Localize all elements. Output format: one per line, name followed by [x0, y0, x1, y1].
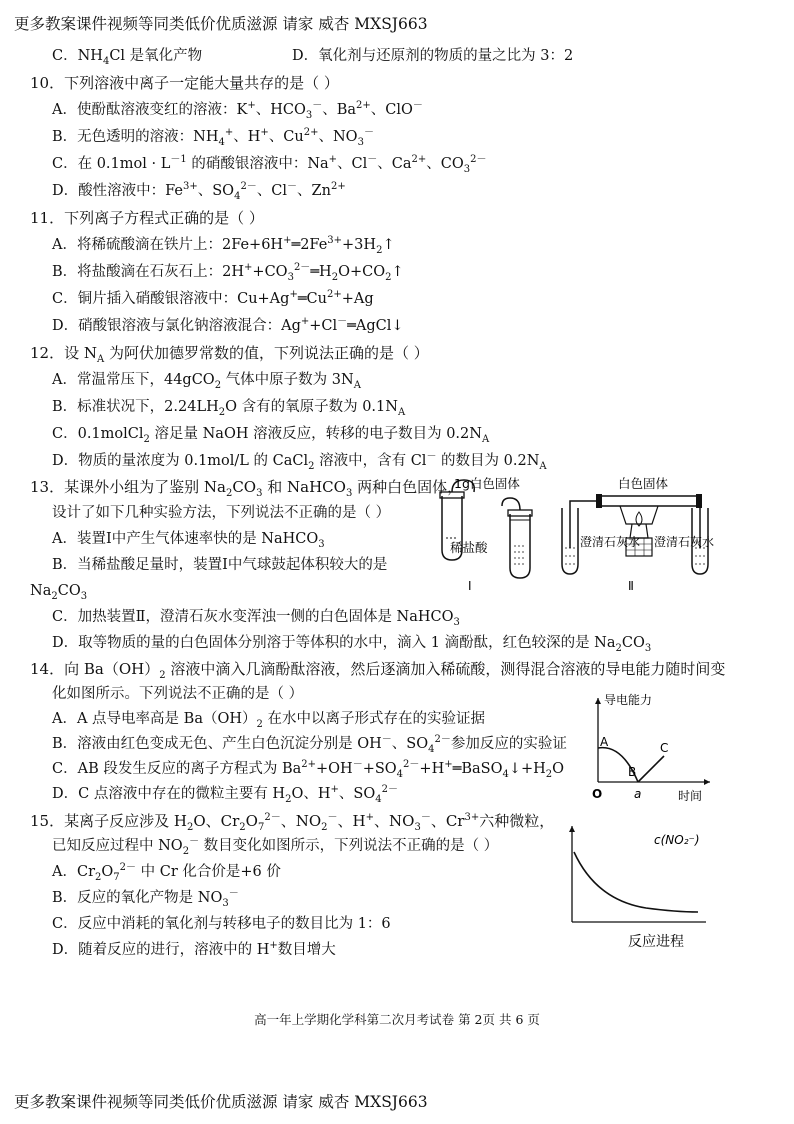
q11-option-d: D．硝酸银溶液与氯化钠溶液混合：Ag++Cl－═AgCl↓: [52, 316, 404, 334]
y-axis-label: c(NO₂⁻): [654, 833, 700, 847]
q15-option-a: A．$Cr_2O_7^{2-}$ 中 Cr 化合价是+6 价: [52, 862, 281, 883]
q13-option-d: D．取等物质的量的白色固体分别溶于等体积的水中，滴入 1 滴酚酞，红色较深的是 $Na_2CO_3$: [52, 635, 652, 654]
q10-option-d: D．酸性溶液中：$Fe^{3+}$、$SO_4^{2-}$、Cl－、$Zn^{2+}$: [52, 181, 346, 202]
q13-apparatus-figure: [430, 468, 720, 596]
label-dilute-hcl: 稀盐酸: [450, 540, 488, 555]
label-apparatus-I: Ⅰ: [468, 579, 472, 593]
q14-option-b: B．溶液由红色变成无色、产生白色沉淀分别是 OH－、$SO_4^{2-}$参加反应的实验证: [52, 734, 567, 755]
q14-option-c: C．AB 段发生反应的离子方程式为 $Ba^{2+}+OH^-+SO_4^{2-}+H^+═BaSO_4↓+H_2O$: [52, 759, 565, 780]
q13-stem: 13．某课外小组为了鉴别 $Na_2CO_3$ 和 NaHCO$_3$ 两种白色固体，: [30, 478, 463, 499]
q10-stem: 10．下列溶液中离子一定能大量共存的是（ ）: [30, 74, 339, 92]
q14-stem-cont: 化如图所示。下列说法不正确的是（ ）: [52, 686, 304, 702]
label-1g-solid: 1g白色固体: [454, 476, 520, 491]
label-apparatus-II: Ⅱ: [628, 579, 634, 593]
x-axis-label: 反应进程: [628, 934, 684, 950]
page-header: 更多教案课件视频等同类低价优质滋源 请家 威杏 MXSJ663: [14, 15, 428, 33]
q10-option-b: B．无色透明的溶液：$NH_4^+$、H+、$Cu^{2+}$、$NO_3^-$: [52, 127, 374, 148]
point-B-label: B: [628, 765, 637, 779]
apparatus-I: [440, 476, 532, 593]
q11-option-c: C．铜片插入硝酸银溶液中：$Cu+Ag^+═Cu^{2+}+Ag$: [52, 289, 374, 307]
origin-label: O: [592, 787, 603, 801]
y-axis-label: 导电能力: [604, 693, 653, 707]
q15-option-c: C．反应中消耗的氧化剂与转移电子的数目比为 1：6: [52, 916, 391, 932]
q12-option-a: A．常温常压下，44gCO$_2$ 气体中原子数为 $3N_A$: [52, 372, 361, 391]
q13-option-a: A．装置Ⅰ中产生气体速率快的是 NaHCO$_3$: [52, 531, 325, 550]
q14-conductivity-graph: [588, 690, 718, 806]
x-axis-label: 时间: [678, 789, 703, 803]
q13-option-b: B．当稀盐酸足量时，装置Ⅰ中气球鼓起体积较大的是: [52, 557, 388, 573]
q15-option-b: B．反应的氧化产物是 $NO_3^-$: [52, 888, 239, 909]
label-lime-water-left: 澄清石灰水: [580, 535, 641, 549]
q14-option-d: D．C 点溶液中存在的微粒主要有 $H_2O$、H+、$SO_4^{2-}$: [52, 784, 398, 805]
q12-option-b: B．标准状况下，$2.24LH_2O$ 含有的氧原子数为 $0.1N_A$: [52, 399, 406, 418]
q9-option-d: D．氧化剂与还原剂的物质的量之比为 3：2: [292, 48, 574, 64]
label-white-solid: 白色固体: [618, 476, 669, 491]
q13-option-c: C．加热装置Ⅱ，澄清石灰水变浑浊一侧的白色固体是 NaHCO$_3$: [52, 609, 460, 628]
apparatus-II: [562, 476, 714, 593]
bottom-page-header: 更多教案课件视频等同类低价优质滋源 请家 威杏 MXSJ663: [14, 1093, 428, 1111]
label-lime-water-right: 澄清石灰水: [654, 535, 715, 549]
q12-option-d: D．物质的量浓度为 0.1mol/L 的 CaCl$_2$ 溶液中，含有 Cl－ 的数目为 $0.2N_A$: [52, 451, 547, 472]
q15-stem: 15．某离子反应涉及 $H_2O$、$Cr_2O_7^{2-}$、$NO_2^-$、H+、$NO_3^-$、$Cr^{3+}$六种微粒，: [30, 812, 555, 833]
q9-option-c: C．$NH_4Cl$ 是氧化产物: [52, 48, 203, 67]
page-footer: 高一年上学期化学科第二次月考试卷 第 2页 共 6 页: [254, 1012, 540, 1027]
q12-stem: 12．设 $N_A$ 为阿伏加德罗常数的值，下列说法正确的是（ ）: [30, 344, 429, 365]
point-A-label: A: [600, 735, 609, 749]
q12-option-c: C．0.1molCl$_2$ 溶足量 NaOH 溶液反应，转移的电子数目为 $0.2N_A$: [52, 426, 490, 445]
q15-concentration-graph: [556, 822, 716, 952]
q10-option-a: A．使酚酞溶液变红的溶液：K+、$HCO_3^-$、$Ba^{2+}$、ClO－: [52, 100, 423, 121]
concentration-curve: [574, 852, 698, 912]
q11-stem: 11．下列离子方程式正确的是（ ）: [30, 209, 264, 227]
point-a-label: a: [634, 787, 642, 801]
q15-stem-cont: 已知反应过程中 $NO_2^-$ 数目变化如图所示，下列说法不正确的是（ ）: [52, 836, 499, 857]
point-C-label: C: [660, 741, 669, 755]
q10-option-c: C．在 $0.1mol \cdot L^{-1}$ 的硝酸银溶液中：Na+、Cl－、$Ca^{2+}$、$CO_3^{2-}$: [52, 154, 487, 175]
graph-curve-bc: [638, 756, 664, 782]
q11-option-a: A．将稀硫酸滴在铁片上：$2Fe+6H^+═2Fe^{3+}+3H_2↑$: [52, 235, 395, 256]
q15-option-d: D．随着反应的进行，溶液中的 H+数目增大: [52, 940, 336, 958]
q13-stem-cont: 设计了如下几种实验方法，下列说法不正确的是（ ）: [52, 505, 391, 521]
q14-option-a: A．A 点导电率高是 $Ba(OH)_2$ 在水中以离子形式存在的实验证据: [52, 711, 485, 730]
q13-option-b-cont: $Na_2CO_3$: [30, 583, 88, 602]
q14-stem: 14．向 $Ba(OH)_2$ 溶液中滴入几滴酚酞溶液，然后逐滴加入稀硫酸，测得混合溶液的导电能力随时间变: [30, 660, 726, 681]
q11-option-b: B．将盐酸滴在石灰石上：$2H^++CO_3^{2-}═H_2O+CO_2↑$: [52, 262, 404, 283]
